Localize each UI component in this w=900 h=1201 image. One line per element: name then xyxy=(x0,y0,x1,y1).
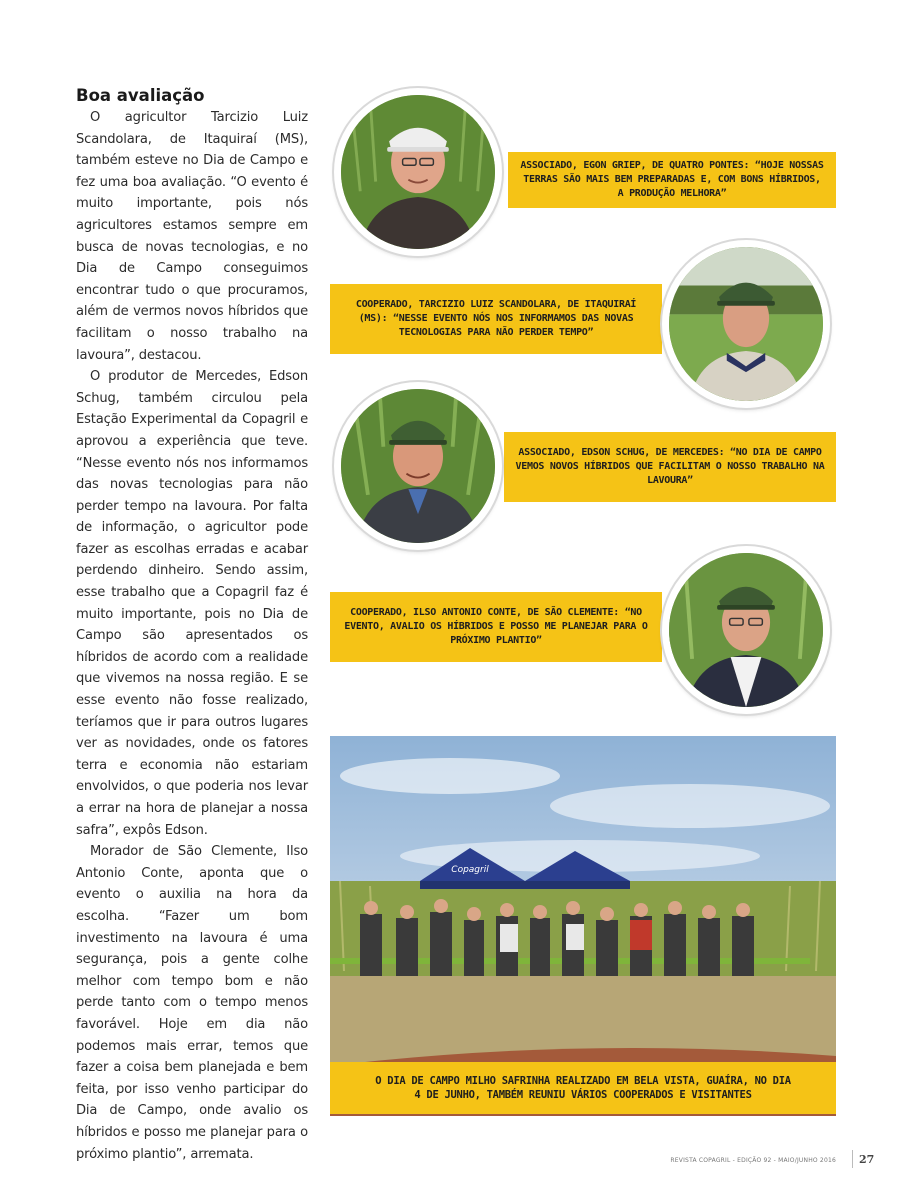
quote-banner-tarcizio: COOPERADO, TARCIZIO LUIZ SCANDOLARA, DE ITAQUIRAÍ (MS): “NESSE EVENTO NÓS NOS INFORMAMOS DAS NOVAS TECNOLOGIAS PARA NÃO PERDER TEMPO” xyxy=(330,284,662,354)
article-heading: Boa avaliação xyxy=(76,86,205,105)
article-paragraph-2: O produtor de Mercedes, Edson Schug, também circulou pela Estação Experimental da Copagril e aprovou a experiência que teve. “Nesse evento nós nos informamos das novas tecnologias para não perder tempo na lavoura. Por falta de informação, o agricultor pode fazer as escolhas erradas e acabar perdendo dinheiro. Sendo assim, esse trabalho que a Copagril faz é muito importante, pois no Dia de Campo são apresentados os híbridos de acordo com a realidade que vivemos na nossa região. E se esse evento não fosse realizado, teríamos que ir para outros lugares ver as novidades, onde os fatores terra e economia não estariam envolvidos, o que poderia nos levar a errar na hora de planejar a nossa safra”, expôs Edson. xyxy=(76,369,308,838)
page-number: 27 xyxy=(859,1153,875,1166)
footer-publication: REVISTA COPAGRIL - EDIÇÃO 92 - MAIO/JUNHO 2016 xyxy=(670,1157,836,1164)
portrait-ilso-image xyxy=(669,553,823,707)
article-column xyxy=(76,86,308,1165)
group-photo-image xyxy=(330,736,836,1116)
portrait-egon-image xyxy=(341,95,495,249)
article-paragraph-1: O agricultor Tarcizio Luiz Scandolara, de Itaquiraí (MS), também esteve no Dia de Campo e fez uma boa avaliação. “O evento é muito importante, pois nós agricultores estamos sempre em busca de novas tecnologias, e no Dia de Campo conseguimos encontrar tudo o que procuramos, além de vermos novos híbridos que facilitam o nosso trabalho na lavoura”, destacou. xyxy=(76,110,308,363)
portrait-tarcizio-image xyxy=(669,247,823,401)
portrait-egon-griep xyxy=(334,88,502,256)
quote-banner-edson: ASSOCIADO, EDSON SCHUG, DE MERCEDES: “NO DIA DE CAMPO VEMOS NOVOS HÍBRIDOS QUE FACILITAM O NOSSO TRABALHO NA LAVOURA” xyxy=(504,432,836,502)
tent-logo: Copagril xyxy=(451,865,489,875)
portrait-edson-schug xyxy=(334,382,502,550)
quote-banner-egon: ASSOCIADO, EGON GRIEP, DE QUATRO PONTES: “HOJE NOSSAS TERRAS SÃO MAIS BEM PREPARADAS E, COM BONS HÍBRIDOS, A PRODUÇÃO MELHORA” xyxy=(508,152,836,208)
group-photo xyxy=(330,736,836,1116)
portrait-tarcizio-scandolara xyxy=(662,240,830,408)
footer-divider xyxy=(852,1150,853,1168)
group-photo-caption: O DIA DE CAMPO MILHO SAFRINHA REALIZADO EM BELA VISTA, GUAÍRA, NO DIA 4 DE JUNHO, TAMBÉM REUNIU VÁRIOS COOPERADOS E VISITANTES xyxy=(330,1062,836,1114)
portrait-edson-image xyxy=(341,389,495,543)
portrait-ilso-conte xyxy=(662,546,830,714)
quote-banner-ilso: COOPERADO, ILSO ANTONIO CONTE, DE SÃO CLEMENTE: “NO EVENTO, AVALIO OS HÍBRIDOS E POSSO ME PLANEJAR PARA O PRÓXIMO PLANTIO” xyxy=(330,592,662,662)
article-paragraph-3: Morador de São Clemente, Ilso Antonio Conte, aponta que o evento o auxilia na hora da escolha. “Fazer um bom investimento na lavoura é uma segurança, pois a gente colhe melhor com tempo bom e não perde tanto com o tempo menos favorável. Hoje em dia não podemos mais errar, temos que fazer a coisa bem planejada e bem feita, por isso venho participar do Dia de Campo, onde avalio os híbridos e posso me planejar para o próximo plantio”, arremata. xyxy=(76,844,308,1162)
